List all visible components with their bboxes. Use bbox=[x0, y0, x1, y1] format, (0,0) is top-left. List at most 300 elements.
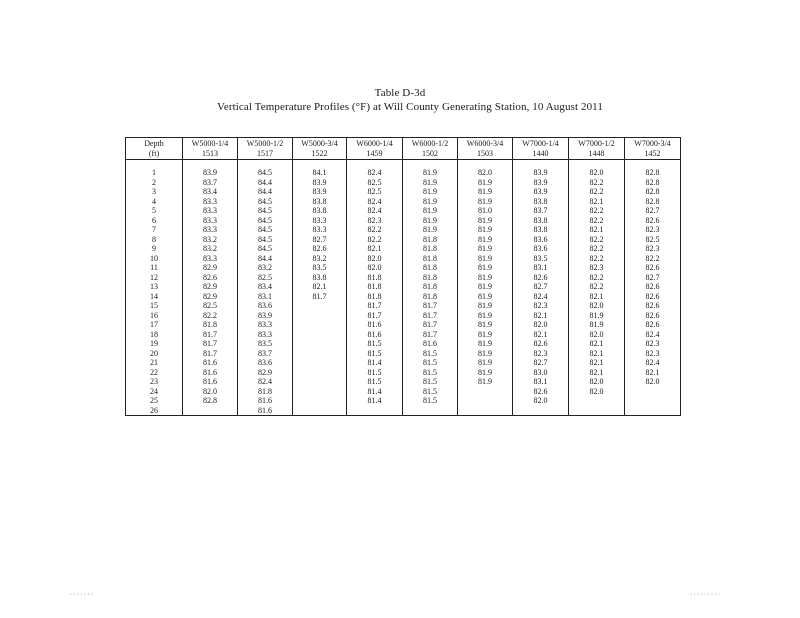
temperature-cell: 83.5 bbox=[513, 254, 569, 264]
temperature-cell: 82.2 bbox=[569, 282, 625, 292]
temperature-cell: 81.8 bbox=[403, 263, 458, 273]
header-station bbox=[293, 138, 347, 160]
depth-cell: 2 bbox=[126, 178, 183, 188]
table-row bbox=[126, 282, 681, 292]
temperature-cell: 82.2 bbox=[569, 273, 625, 283]
depth-cell: 7 bbox=[126, 225, 183, 235]
temperature-cell: 82.0 bbox=[625, 377, 681, 387]
temperature-cell: 81.5 bbox=[347, 339, 403, 349]
temperature-cell: 81.9 bbox=[458, 254, 513, 264]
table-row bbox=[126, 311, 681, 321]
temperature-cell: 81.7 bbox=[183, 339, 238, 349]
temperature-cell: 84.5 bbox=[238, 216, 293, 226]
temperature-cell: 82.1 bbox=[513, 330, 569, 340]
temperature-cell: 82.4 bbox=[625, 330, 681, 340]
temperature-cell: 82.4 bbox=[238, 377, 293, 387]
temperature-cell: 81.8 bbox=[403, 273, 458, 283]
temperature-cell: 83.9 bbox=[513, 187, 569, 197]
table-row bbox=[126, 368, 681, 378]
temperature-cell: 83.3 bbox=[183, 216, 238, 226]
temperature-cell: 81.9 bbox=[458, 292, 513, 302]
station-name: W6000-3/4 bbox=[466, 139, 504, 148]
depth-cell: 5 bbox=[126, 206, 183, 216]
depth-cell: 12 bbox=[126, 273, 183, 283]
temperature-cell: 81.9 bbox=[458, 187, 513, 197]
temperature-cell: 82.1 bbox=[569, 197, 625, 207]
temperature-cell: 83.5 bbox=[293, 263, 347, 273]
temperature-cell: 83.2 bbox=[183, 235, 238, 245]
header-station bbox=[625, 138, 681, 160]
table-title: Table D-3d bbox=[374, 87, 426, 99]
station-name: W7000-1/4 bbox=[522, 139, 559, 148]
temperature-cell: 81.5 bbox=[403, 358, 458, 368]
temperature-cell: 82.8 bbox=[183, 396, 238, 406]
temperature-cell: 82.6 bbox=[625, 320, 681, 330]
temperature-cell: 82.9 bbox=[238, 368, 293, 378]
temperature-profile-table bbox=[125, 137, 681, 416]
temperature-cell: 82.4 bbox=[347, 168, 403, 178]
temperature-cell: 81.6 bbox=[238, 396, 293, 406]
temperature-cell: 82.2 bbox=[569, 216, 625, 226]
temperature-cell bbox=[569, 406, 625, 416]
temperature-cell: 81.9 bbox=[458, 358, 513, 368]
temperature-cell: 81.8 bbox=[347, 282, 403, 292]
temperature-cell: 81.9 bbox=[458, 235, 513, 245]
temperature-cell: 81.6 bbox=[183, 358, 238, 368]
temperature-cell: 81.6 bbox=[238, 406, 293, 416]
temperature-cell: 81.9 bbox=[569, 320, 625, 330]
temperature-cell: 82.6 bbox=[513, 339, 569, 349]
station-time: 1522 bbox=[311, 148, 328, 158]
temperature-cell bbox=[513, 406, 569, 416]
header-depth bbox=[126, 138, 183, 160]
temperature-cell: 82.1 bbox=[569, 349, 625, 359]
temperature-cell bbox=[458, 406, 513, 416]
temperature-cell: 82.9 bbox=[183, 292, 238, 302]
temperature-cell bbox=[293, 301, 347, 311]
temperature-cell: 82.2 bbox=[569, 178, 625, 188]
header-station bbox=[458, 138, 513, 160]
temperature-cell: 81.5 bbox=[347, 377, 403, 387]
station-name: W5000-3/4 bbox=[301, 139, 338, 148]
temperature-cell: 82.0 bbox=[569, 387, 625, 397]
temperature-cell: 81.5 bbox=[403, 396, 458, 406]
station-time: 1517 bbox=[257, 148, 273, 158]
temperature-cell: 82.6 bbox=[293, 244, 347, 254]
temperature-cell: 81.6 bbox=[183, 377, 238, 387]
temperature-cell: 82.6 bbox=[625, 292, 681, 302]
temperature-cell: 82.3 bbox=[625, 349, 681, 359]
temperature-cell: 82.6 bbox=[625, 311, 681, 321]
temperature-cell: 82.2 bbox=[347, 235, 403, 245]
temperature-cell: 82.3 bbox=[625, 244, 681, 254]
table-row bbox=[126, 263, 681, 273]
temperature-cell: 82.9 bbox=[183, 263, 238, 273]
station-time: 1452 bbox=[644, 148, 661, 158]
temperature-cell: 82.3 bbox=[513, 349, 569, 359]
temperature-cell bbox=[293, 368, 347, 378]
temperature-cell: 81.9 bbox=[403, 197, 458, 207]
depth-cell: 14 bbox=[126, 292, 183, 302]
depth-unit: (ft) bbox=[148, 148, 160, 158]
temperature-cell: 83.6 bbox=[238, 358, 293, 368]
temperature-cell: 83.2 bbox=[183, 244, 238, 254]
temperature-cell: 83.7 bbox=[513, 206, 569, 216]
table-row bbox=[126, 320, 681, 330]
temperature-cell: 82.7 bbox=[293, 235, 347, 245]
temperature-cell: 82.4 bbox=[347, 197, 403, 207]
temperature-cell: 82.1 bbox=[347, 244, 403, 254]
temperature-cell: 82.8 bbox=[625, 197, 681, 207]
temperature-cell: 81.5 bbox=[403, 349, 458, 359]
table-row bbox=[126, 187, 681, 197]
temperature-cell: 83.9 bbox=[238, 311, 293, 321]
temperature-cell: 82.0 bbox=[347, 263, 403, 273]
temperature-cell bbox=[458, 387, 513, 397]
temperature-cell: 83.3 bbox=[238, 320, 293, 330]
temperature-cell: 82.1 bbox=[513, 311, 569, 321]
temperature-cell: 81.9 bbox=[458, 368, 513, 378]
temperature-cell bbox=[293, 358, 347, 368]
temperature-cell: 84.5 bbox=[238, 225, 293, 235]
table-row bbox=[126, 339, 681, 349]
table-row bbox=[126, 273, 681, 283]
depth-cell: 8 bbox=[126, 235, 183, 245]
temperature-cell: 82.1 bbox=[569, 368, 625, 378]
temperature-cell: 83.8 bbox=[293, 197, 347, 207]
temperature-cell: 82.3 bbox=[625, 225, 681, 235]
temperature-cell: 82.6 bbox=[513, 273, 569, 283]
header-station bbox=[403, 138, 458, 160]
header-station bbox=[513, 138, 569, 160]
temperature-cell: 82.3 bbox=[347, 216, 403, 226]
depth-cell: 18 bbox=[126, 330, 183, 340]
depth-cell: 16 bbox=[126, 311, 183, 321]
station-time: 1440 bbox=[532, 148, 549, 158]
depth-cell: 1 bbox=[126, 168, 183, 178]
temperature-cell: 82.5 bbox=[625, 235, 681, 245]
temperature-cell: 81.9 bbox=[403, 168, 458, 178]
temperature-cell: 82.1 bbox=[569, 225, 625, 235]
temperature-cell: 81.7 bbox=[403, 330, 458, 340]
temperature-cell: 82.2 bbox=[569, 244, 625, 254]
temperature-cell: 81.8 bbox=[238, 387, 293, 397]
temperature-cell: 82.2 bbox=[183, 311, 238, 321]
temperature-cell: 81.8 bbox=[403, 244, 458, 254]
temperature-cell: 81.8 bbox=[403, 292, 458, 302]
temperature-cell: 81.7 bbox=[403, 301, 458, 311]
temperature-cell: 81.7 bbox=[403, 320, 458, 330]
temperature-cell: 82.7 bbox=[513, 358, 569, 368]
temperature-cell: 84.4 bbox=[238, 178, 293, 188]
temperature-cell: 83.3 bbox=[183, 225, 238, 235]
temperature-cell: 81.7 bbox=[347, 301, 403, 311]
temperature-cell: 83.0 bbox=[513, 368, 569, 378]
table-body bbox=[126, 138, 681, 416]
table-row bbox=[126, 235, 681, 245]
temperature-cell: 81.9 bbox=[458, 282, 513, 292]
temperature-cell: 81.9 bbox=[403, 216, 458, 226]
temperature-cell: 82.0 bbox=[347, 254, 403, 264]
temperature-cell bbox=[569, 396, 625, 406]
temperature-cell: 84.4 bbox=[238, 254, 293, 264]
temperature-cell: 81.9 bbox=[403, 178, 458, 188]
temperature-cell: 82.0 bbox=[183, 387, 238, 397]
temperature-cell bbox=[293, 311, 347, 321]
temperature-cell: 81.9 bbox=[403, 225, 458, 235]
header-station bbox=[238, 138, 293, 160]
table-subtitle: Vertical Temperature Profiles (°F) at Will County Generating Station, 10 August 2011 bbox=[217, 101, 603, 113]
temperature-cell: 82.1 bbox=[569, 292, 625, 302]
temperature-cell: 82.1 bbox=[625, 368, 681, 378]
temperature-cell: 82.4 bbox=[513, 292, 569, 302]
temperature-cell: 82.6 bbox=[625, 263, 681, 273]
temperature-cell: 83.6 bbox=[513, 244, 569, 254]
temperature-cell: 83.7 bbox=[238, 349, 293, 359]
temperature-cell: 83.8 bbox=[293, 273, 347, 283]
temperature-cell: 83.3 bbox=[183, 254, 238, 264]
depth-cell: 15 bbox=[126, 301, 183, 311]
temperature-cell: 81.7 bbox=[293, 292, 347, 302]
temperature-cell: 82.1 bbox=[569, 358, 625, 368]
temperature-cell: 83.4 bbox=[183, 187, 238, 197]
temperature-cell bbox=[183, 406, 238, 416]
depth-cell: 21 bbox=[126, 358, 183, 368]
table-row bbox=[126, 330, 681, 340]
temperature-cell: 81.7 bbox=[183, 349, 238, 359]
temperature-cell: 83.8 bbox=[513, 197, 569, 207]
temperature-cell: 82.3 bbox=[625, 339, 681, 349]
temperature-cell: 81.4 bbox=[347, 387, 403, 397]
temperature-cell: 81.9 bbox=[458, 311, 513, 321]
temperature-cell: 81.8 bbox=[347, 273, 403, 283]
temperature-cell: 81.9 bbox=[458, 216, 513, 226]
temperature-cell: 81.8 bbox=[403, 235, 458, 245]
temperature-cell: 81.7 bbox=[403, 311, 458, 321]
temperature-cell bbox=[625, 406, 681, 416]
temperature-cell: 82.5 bbox=[347, 187, 403, 197]
temperature-cell: 82.0 bbox=[513, 320, 569, 330]
temperature-cell: 82.7 bbox=[625, 273, 681, 283]
temperature-cell: 84.5 bbox=[238, 206, 293, 216]
depth-label: Depth bbox=[144, 139, 164, 148]
station-name: W5000-1/4 bbox=[191, 139, 229, 148]
temperature-cell: 82.2 bbox=[569, 206, 625, 216]
temperature-cell: 83.9 bbox=[513, 168, 569, 178]
table-row bbox=[126, 178, 681, 188]
temperature-cell bbox=[293, 320, 347, 330]
temperature-cell: 81.9 bbox=[458, 377, 513, 387]
temperature-cell: 81.9 bbox=[403, 187, 458, 197]
depth-cell: 4 bbox=[126, 197, 183, 207]
header-station bbox=[569, 138, 625, 160]
temperature-cell: 84.5 bbox=[238, 197, 293, 207]
temperature-cell: 81.6 bbox=[403, 339, 458, 349]
temperature-cell: 81.5 bbox=[347, 349, 403, 359]
temperature-cell: 83.8 bbox=[513, 216, 569, 226]
station-time: 1502 bbox=[422, 148, 438, 158]
depth-cell: 10 bbox=[126, 254, 183, 264]
temperature-cell: 83.3 bbox=[238, 330, 293, 340]
table-row bbox=[126, 206, 681, 216]
temperature-cell: 82.5 bbox=[347, 178, 403, 188]
depth-cell: 20 bbox=[126, 349, 183, 359]
temperature-cell: 83.2 bbox=[238, 263, 293, 273]
depth-cell: 25 bbox=[126, 396, 183, 406]
temperature-cell: 83.1 bbox=[513, 377, 569, 387]
temperature-cell: 81.8 bbox=[347, 292, 403, 302]
depth-cell: 6 bbox=[126, 216, 183, 226]
station-time: 1459 bbox=[366, 148, 383, 158]
table-row bbox=[126, 197, 681, 207]
table-row bbox=[126, 387, 681, 397]
temperature-cell bbox=[625, 387, 681, 397]
temperature-cell: 82.6 bbox=[183, 273, 238, 283]
temperature-cell: 83.3 bbox=[183, 197, 238, 207]
temperature-cell: 82.3 bbox=[569, 263, 625, 273]
temperature-cell: 81.9 bbox=[458, 263, 513, 273]
temperature-cell: 82.5 bbox=[183, 301, 238, 311]
temperature-cell: 83.6 bbox=[513, 235, 569, 245]
temperature-cell bbox=[293, 349, 347, 359]
header-row bbox=[126, 138, 681, 160]
depth-cell: 9 bbox=[126, 244, 183, 254]
temperature-cell: 82.0 bbox=[458, 168, 513, 178]
temperature-cell bbox=[403, 406, 458, 416]
temperature-cell: 83.3 bbox=[293, 225, 347, 235]
station-time: 1503 bbox=[477, 148, 493, 158]
spacer-row bbox=[126, 160, 681, 169]
temperature-cell: 82.3 bbox=[513, 301, 569, 311]
scan-specks-left: · · · · · · · bbox=[70, 592, 93, 598]
depth-cell: 19 bbox=[126, 339, 183, 349]
header-station bbox=[183, 138, 238, 160]
station-name: W6000-1/2 bbox=[411, 139, 449, 148]
temperature-cell bbox=[293, 330, 347, 340]
temperature-cell: 82.2 bbox=[569, 187, 625, 197]
temperature-cell: 82.0 bbox=[569, 377, 625, 387]
temperature-cell: 83.8 bbox=[513, 225, 569, 235]
temperature-cell: 84.5 bbox=[238, 244, 293, 254]
temperature-cell: 81.9 bbox=[458, 225, 513, 235]
table-row bbox=[126, 358, 681, 368]
temperature-cell: 81.9 bbox=[403, 206, 458, 216]
temperature-cell: 81.9 bbox=[458, 244, 513, 254]
table-row bbox=[126, 225, 681, 235]
temperature-cell: 82.5 bbox=[238, 273, 293, 283]
temperature-cell: 82.7 bbox=[625, 206, 681, 216]
temperature-cell: 81.9 bbox=[458, 330, 513, 340]
table-row bbox=[126, 254, 681, 264]
table-row bbox=[126, 396, 681, 406]
temperature-cell: 83.3 bbox=[293, 216, 347, 226]
temperature-cell: 81.9 bbox=[458, 197, 513, 207]
temperature-cell: 84.5 bbox=[238, 235, 293, 245]
temperature-cell: 83.5 bbox=[238, 339, 293, 349]
temperature-cell: 81.5 bbox=[347, 368, 403, 378]
temperature-cell: 82.6 bbox=[513, 387, 569, 397]
temperature-cell: 82.8 bbox=[625, 178, 681, 188]
temperature-cell: 81.9 bbox=[458, 339, 513, 349]
temperature-cell: 83.7 bbox=[183, 178, 238, 188]
temperature-cell: 81.6 bbox=[347, 330, 403, 340]
temperature-cell: 81.8 bbox=[403, 254, 458, 264]
temperature-cell: 82.1 bbox=[293, 282, 347, 292]
temperature-cell: 82.2 bbox=[569, 235, 625, 245]
temperature-cell: 81.9 bbox=[458, 320, 513, 330]
table-row bbox=[126, 301, 681, 311]
temperature-cell: 81.9 bbox=[569, 311, 625, 321]
temperature-cell: 84.4 bbox=[238, 187, 293, 197]
depth-cell: 22 bbox=[126, 368, 183, 378]
temperature-cell: 82.7 bbox=[513, 282, 569, 292]
temperature-cell: 81.8 bbox=[183, 320, 238, 330]
temperature-cell: 81.5 bbox=[403, 368, 458, 378]
depth-cell: 26 bbox=[126, 406, 183, 416]
temperature-cell: 83.9 bbox=[293, 187, 347, 197]
temperature-cell: 82.2 bbox=[347, 225, 403, 235]
temperature-cell: 81.4 bbox=[347, 396, 403, 406]
temperature-cell: 82.4 bbox=[347, 206, 403, 216]
table-row bbox=[126, 349, 681, 359]
temperature-cell: 82.2 bbox=[569, 254, 625, 264]
temperature-cell: 84.5 bbox=[238, 168, 293, 178]
temperature-cell bbox=[458, 396, 513, 406]
temperature-cell: 82.0 bbox=[569, 168, 625, 178]
temperature-cell bbox=[293, 339, 347, 349]
depth-cell: 23 bbox=[126, 377, 183, 387]
temperature-cell: 83.2 bbox=[293, 254, 347, 264]
temperature-cell: 81.9 bbox=[458, 178, 513, 188]
depth-cell: 3 bbox=[126, 187, 183, 197]
table-row bbox=[126, 377, 681, 387]
temperature-cell: 82.6 bbox=[625, 216, 681, 226]
station-time: 1513 bbox=[202, 148, 218, 158]
temperature-cell: 82.4 bbox=[625, 358, 681, 368]
temperature-cell bbox=[293, 406, 347, 416]
temperature-cell bbox=[347, 406, 403, 416]
station-name: W7000-3/4 bbox=[634, 139, 671, 148]
temperature-cell: 81.4 bbox=[347, 358, 403, 368]
table-row bbox=[126, 244, 681, 254]
temperature-cell: 82.6 bbox=[625, 301, 681, 311]
temperature-cell: 84.1 bbox=[293, 168, 347, 178]
temperature-cell: 83.9 bbox=[293, 178, 347, 188]
depth-cell: 11 bbox=[126, 263, 183, 273]
table-row bbox=[126, 168, 681, 178]
temperature-cell: 82.6 bbox=[625, 282, 681, 292]
temperature-cell: 81.6 bbox=[347, 320, 403, 330]
temperature-cell bbox=[625, 396, 681, 406]
temperature-cell: 81.7 bbox=[347, 311, 403, 321]
temperature-cell: 83.3 bbox=[183, 206, 238, 216]
temperature-cell: 81.9 bbox=[458, 349, 513, 359]
table-row bbox=[126, 216, 681, 226]
temperature-cell: 83.1 bbox=[513, 263, 569, 273]
station-name: W7000-1/2 bbox=[578, 139, 615, 148]
temperature-cell: 81.5 bbox=[403, 377, 458, 387]
depth-cell: 17 bbox=[126, 320, 183, 330]
temperature-cell: 81.9 bbox=[458, 301, 513, 311]
station-time: 1448 bbox=[588, 148, 605, 158]
temperature-cell: 81.7 bbox=[183, 330, 238, 340]
temperature-cell: 81.8 bbox=[403, 282, 458, 292]
temperature-cell: 82.9 bbox=[183, 282, 238, 292]
depth-cell: 13 bbox=[126, 282, 183, 292]
temperature-cell: 81.0 bbox=[458, 206, 513, 216]
temperature-cell: 83.9 bbox=[183, 168, 238, 178]
temperature-cell: 82.0 bbox=[569, 301, 625, 311]
